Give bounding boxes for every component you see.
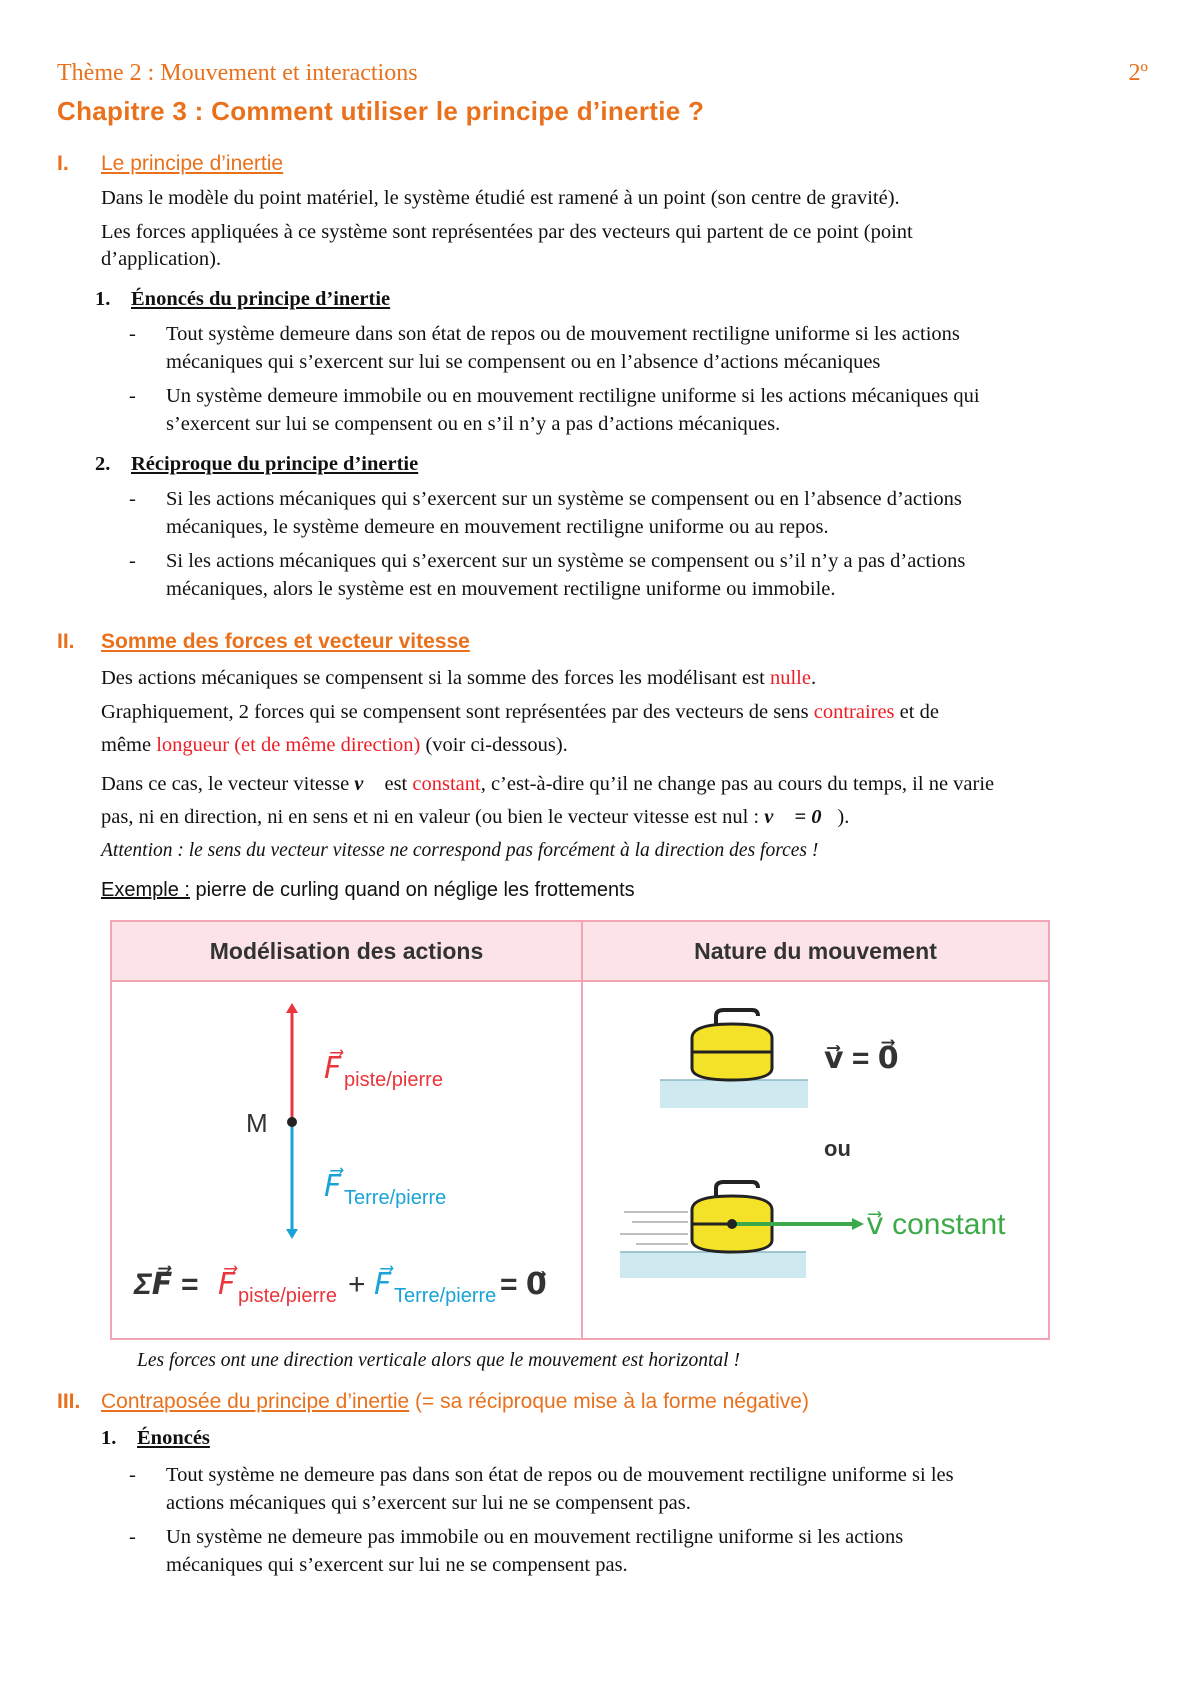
curling-stone-icon bbox=[692, 1010, 772, 1080]
section-2-number: II. bbox=[57, 630, 75, 653]
list-item-text: Si les actions mécaniques qui s’exercent sur un système se compensent ou en l’absence d’actions bbox=[166, 488, 962, 510]
stone-center-point bbox=[727, 1219, 737, 1229]
text-run: et de bbox=[894, 701, 939, 723]
bullet-dash: - bbox=[129, 1526, 136, 1548]
section-2-paragraph bbox=[101, 664, 816, 693]
ice-surface-icon bbox=[660, 1080, 808, 1108]
example-label: Exemple : bbox=[101, 879, 190, 901]
text-run: ). bbox=[837, 806, 850, 828]
force-up-subscript: piste/pierre bbox=[344, 1069, 443, 1091]
point-m-label: M bbox=[246, 1108, 268, 1138]
section-3-title: Contraposée du principe d’inertie bbox=[101, 1390, 410, 1413]
list-item bbox=[129, 382, 1149, 438]
theme-heading: Thème 2 : Mouvement et interactions bbox=[57, 60, 418, 86]
figure-caption: Les forces ont une direction verticale alors que le mouvement est horizontal ! bbox=[137, 1350, 740, 1371]
bullet-dash: - bbox=[129, 550, 136, 572]
example-line bbox=[101, 879, 635, 902]
subsection-title: Réciproque du principe d’inertie bbox=[131, 453, 419, 475]
text-run: , c’est-à-dire qu’il ne change pas au cours du temps, il ne varie bbox=[480, 773, 995, 795]
list-item-text: actions mécaniques qui s’exercent sur lui ne se compensent pas. bbox=[166, 1492, 691, 1514]
velocity-equation: v⃗ = 0⃗ bbox=[764, 806, 838, 828]
list-item-text: Un système demeure immobile ou en mouvement rectiligne uniforme si les actions mécaniques qui bbox=[166, 385, 980, 407]
motion-lines-icon bbox=[620, 1212, 688, 1244]
highlight-text: contraires bbox=[813, 701, 895, 723]
sum-rhs: = 0⃗ bbox=[500, 1268, 547, 1301]
text-run: Des actions mécaniques se compensent si la somme des forces les modélisant est bbox=[101, 667, 770, 689]
velocity-constant-label: v⃗ constant bbox=[866, 1208, 1006, 1241]
section-2-paragraph bbox=[101, 698, 939, 727]
list-item-text: mécaniques, le système demeure en mouvement rectiligne uniforme ou au repos. bbox=[166, 516, 829, 538]
text-run: est bbox=[379, 773, 413, 795]
list-item-text: mécaniques qui s’exercent sur lui se compensent ou en l’absence d’actions mécaniques bbox=[166, 351, 881, 373]
highlight-text: longueur (et de même direction) bbox=[156, 734, 421, 756]
force-up-symbol: F⃗ bbox=[324, 1052, 342, 1085]
list-item-text: s’exercent sur lui se compensent ou en s’il n’y a pas d’actions mécaniques. bbox=[166, 413, 781, 435]
section-2-paragraph bbox=[101, 731, 568, 760]
sum-lhs: ΣF⃗ = bbox=[134, 1268, 199, 1301]
velocity-vector: v⃗ bbox=[354, 773, 380, 795]
or-label: ou bbox=[824, 1136, 851, 1161]
subsection-number: 2. bbox=[95, 453, 111, 475]
subsection-number: 1. bbox=[101, 1427, 117, 1449]
section-1-paragraph: d’application). bbox=[101, 248, 222, 270]
subsection-heading bbox=[95, 288, 390, 311]
force-down-symbol: F⃗ bbox=[324, 1170, 342, 1203]
subsection-heading bbox=[101, 1427, 210, 1450]
list-item-text: mécaniques, alors le système est en mouvement rectiligne uniforme ou immobile. bbox=[166, 578, 836, 600]
text-run: même bbox=[101, 734, 157, 756]
subsection-heading bbox=[95, 453, 418, 476]
list-item bbox=[129, 320, 1149, 376]
sum-force-1: F⃗ bbox=[218, 1268, 236, 1301]
list-item bbox=[129, 485, 1149, 541]
curling-stone-icon bbox=[692, 1182, 772, 1252]
section-3-heading bbox=[57, 1390, 809, 1414]
attention-note: Attention : le sens du vecteur vitesse ne correspond pas forcément à la direction des forces ! bbox=[101, 840, 819, 861]
bullet-dash: - bbox=[129, 323, 136, 345]
point-m bbox=[287, 1117, 297, 1127]
text-run: (voir ci-dessous). bbox=[420, 734, 568, 756]
list-item-text: Tout système ne demeure pas dans son état de repos ou de mouvement rectiligne uniforme si les bbox=[166, 1464, 954, 1486]
figure-header-motion: Nature du mouvement bbox=[583, 922, 1048, 980]
list-item bbox=[129, 547, 1149, 603]
list-item-text: Si les actions mécaniques qui s’exercent sur un système se compensent ou s’il n’y a pas d’actions bbox=[166, 550, 966, 572]
example-text: pierre de curling quand on néglige les frottements bbox=[189, 879, 635, 901]
bullet-dash: - bbox=[129, 1464, 136, 1486]
force-down-subscript: Terre/pierre bbox=[344, 1187, 447, 1209]
section-1-title: Le principe d’inertie bbox=[101, 152, 284, 175]
list-item-text: Un système ne demeure pas immobile ou en mouvement rectiligne uniforme si les actions bbox=[166, 1526, 904, 1548]
bullet-dash: - bbox=[129, 488, 136, 510]
sum-force-2: F⃗ bbox=[374, 1268, 392, 1301]
text-run: pas, ni en direction, ni en sens et ni en valeur (ou bien le vecteur vitesse est nul : bbox=[101, 806, 765, 828]
text-run: Dans ce cas, le vecteur vitesse bbox=[101, 773, 355, 795]
section-1-paragraph: Dans le modèle du point matériel, le système étudié est ramené à un point (son centre de gravité). bbox=[101, 187, 900, 209]
velocity-zero-label: v⃗ = 0⃗ bbox=[824, 1042, 899, 1075]
list-item bbox=[129, 1461, 1149, 1517]
section-2-paragraph bbox=[101, 770, 994, 799]
section-1-paragraph: Les forces appliquées à ce système sont représentées par des vecteurs qui partent de ce point (point bbox=[101, 221, 913, 243]
list-item bbox=[129, 1523, 1149, 1579]
figure-drawing bbox=[112, 922, 1048, 1338]
ice-surface-icon bbox=[620, 1252, 806, 1278]
subsection-title: Énoncés bbox=[137, 1427, 210, 1449]
level-label: 2º bbox=[1128, 60, 1148, 86]
sum-plus: + bbox=[348, 1268, 366, 1301]
text-run: . bbox=[810, 667, 817, 689]
section-3-note: (= sa réciproque mise à la forme négative) bbox=[409, 1390, 809, 1413]
subsection-number: 1. bbox=[95, 288, 111, 310]
chapter-title: Chapitre 3 : Comment utiliser le principe d’inertie ? bbox=[57, 96, 705, 126]
sum-force-2-subscript: Terre/pierre bbox=[394, 1285, 497, 1307]
highlight-text: constant bbox=[412, 773, 481, 795]
list-item-text: mécaniques qui s’exercent sur lui ne se compensent pas. bbox=[166, 1554, 628, 1576]
figure-header-actions: Modélisation des actions bbox=[112, 922, 581, 980]
subsection-title: Énoncés du principe d’inertie bbox=[131, 288, 391, 310]
bullet-dash: - bbox=[129, 385, 136, 407]
text-run: Graphiquement, 2 forces qui se compensent sont représentées par des vecteurs de sens bbox=[101, 701, 814, 723]
section-2-heading bbox=[57, 630, 470, 654]
highlight-text: nulle bbox=[769, 667, 811, 689]
list-item-text: Tout système demeure dans son état de repos ou de mouvement rectiligne uniforme si les actions bbox=[166, 323, 960, 345]
section-1-number: I. bbox=[57, 152, 69, 175]
section-2-title: Somme des forces et vecteur vitesse bbox=[101, 630, 470, 653]
section-3-number: III. bbox=[57, 1390, 81, 1413]
curling-figure bbox=[110, 920, 1050, 1340]
sum-force-1-subscript: piste/pierre bbox=[238, 1285, 337, 1307]
section-1-heading bbox=[57, 152, 283, 176]
section-2-paragraph bbox=[101, 803, 849, 832]
